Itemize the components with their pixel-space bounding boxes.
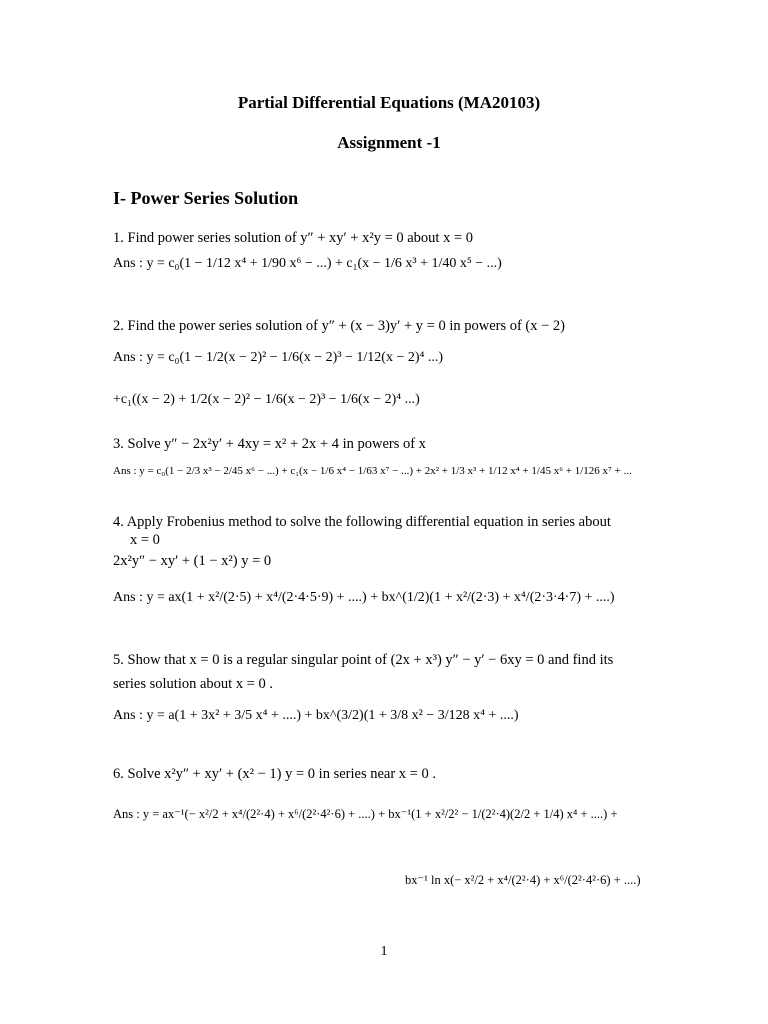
problem-5-question: 5. Show that x = 0 is a regular singular point of (2x + x³) y″ − y′ − 6xy = 0 and find its — [113, 652, 614, 668]
problem-6-question: 6. Solve x²y″ + xy′ + (x² − 1) y = 0 in series near x = 0 . — [113, 766, 436, 782]
problem-3-question: 3. Solve y″ − 2x²y′ + 4xy = x² + 2x + 4 in powers of x — [113, 436, 426, 452]
problem-4-answer: Ans : y = ax(1 + x²/(2·5) + x⁴/(2·4·5·9) + ....) + bx^(1/2)(1 + x²/(2·3) + x⁴/(2·3·4·7) + ....) — [113, 590, 615, 605]
document-title: Partial Differential Equations (MA20103) — [237, 93, 541, 112]
problem-2-question: 2. Find the power series solution of y″ + (x − 3)y′ + y = 0 in powers of (x − 2) — [113, 318, 566, 334]
problem-1-question: 1. Find power series solution of y″ + xy′ + x²y = 0 about x = 0 — [113, 230, 474, 246]
problem-1-answer: Ans : y = c₀(1 − 1/12 x⁴ + 1/90 x⁶ − ...) + c₁(x − 1/6 x³ + 1/40 x⁵ − ...) — [113, 256, 502, 271]
problem-4-question: 4. Apply Frobenius method to solve the following differential equation in series about — [113, 514, 611, 530]
problem-6-answer: Ans : y = ax⁻¹(− x²/2 + x⁴/(2²·4) + x⁶/(2²·4²·6) + ....) + bx⁻¹(1 + x²/2² − 1/(2²·4)(2/2 + 1/4) x⁴ + ....) + — [113, 807, 618, 821]
problem-5-question-cont: series solution about x = 0 . — [113, 676, 274, 692]
problem-2-answer-cont: +c₁((x − 2) + 1/2(x − 2)² − 1/6(x − 2)³ − 1/6(x − 2)⁴ ...) — [113, 392, 420, 407]
assignment-subtitle: Assignment -1 — [337, 133, 441, 152]
problem-6-answer-cont: bx⁻¹ ln x(− x²/2 + x⁴/(2²·4) + x⁶/(2²·4²·6) + ....) — [405, 873, 641, 887]
problem-4-equation: 2x²y″ − xy′ + (1 − x²) y = 0 — [113, 553, 272, 569]
problem-5-answer: Ans : y = a(1 + 3x² + 3/5 x⁴ + ....) + bx^(3/2)(1 + 3/8 x² − 3/128 x⁴ + ....) — [113, 708, 519, 723]
page-number: 1 — [380, 944, 388, 959]
problem-2-answer: Ans : y = c₀(1 − 1/2(x − 2)² − 1/6(x − 2)³ − 1/12(x − 2)⁴ ...) — [113, 350, 444, 365]
problem-4-question-cont: x = 0 — [130, 532, 160, 548]
section-heading: I- Power Series Solution — [113, 188, 299, 208]
problem-3-answer: Ans : y = c₀(1 − 2/3 x³ − 2/45 x⁶ − ...) + c₁(x − 1/6 x⁴ − 1/63 x⁷ − ...) + 2x² + 1/3 x³ + 1/12 x⁴ + 1/45 x⁶ + 1/126 x⁷ + ... — [113, 465, 632, 477]
